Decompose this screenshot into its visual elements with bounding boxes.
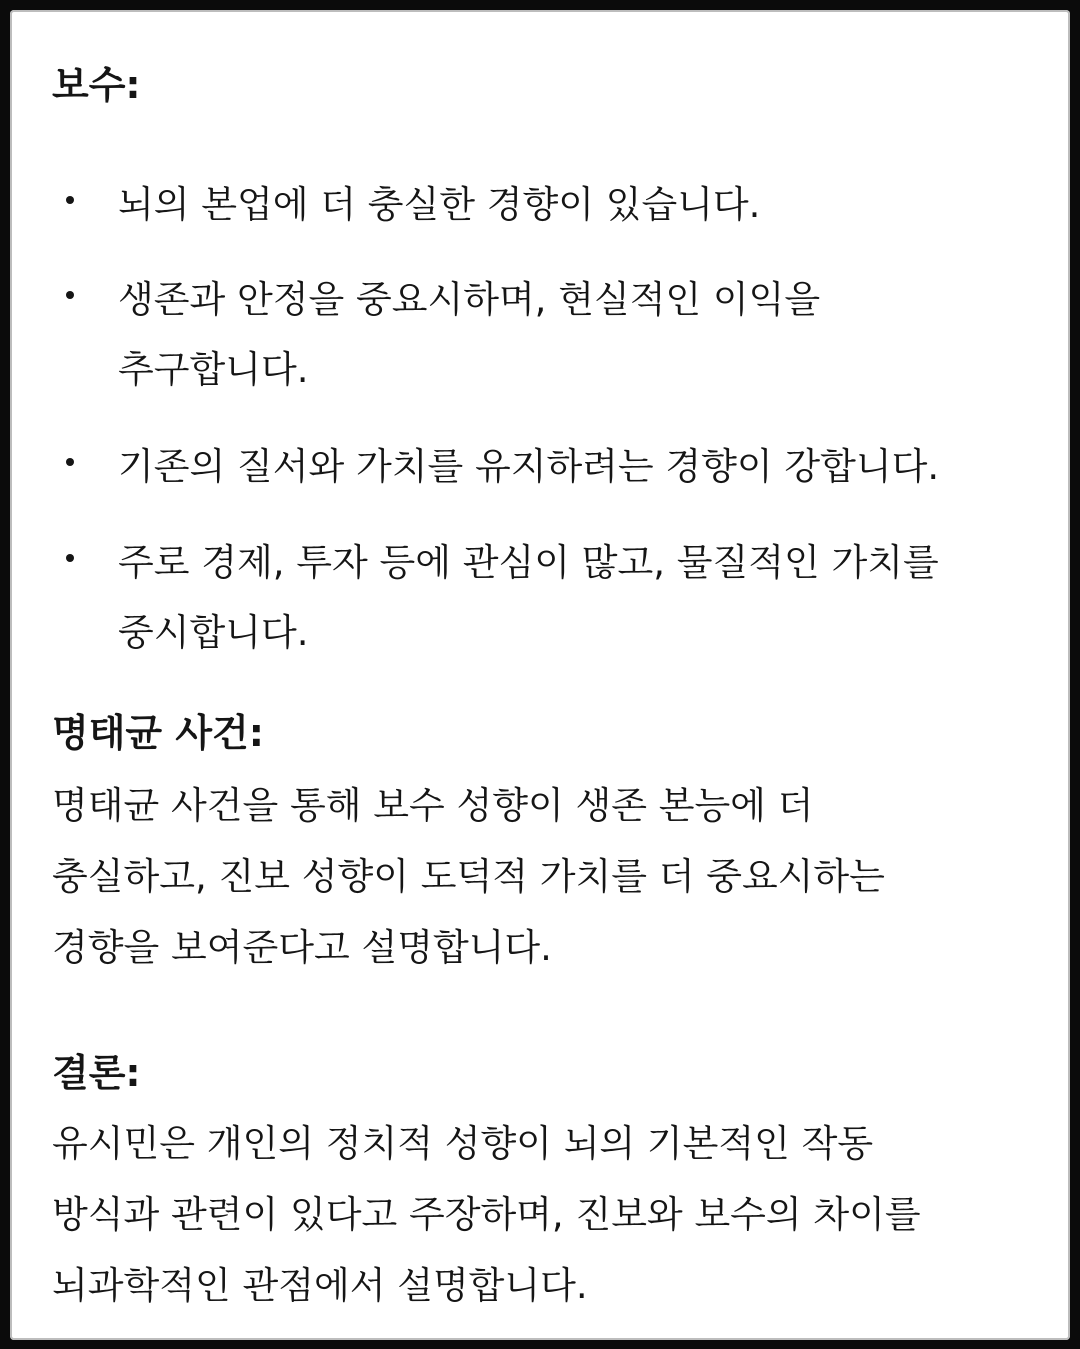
conclusion-paragraph: 유시민은 개인의 정치적 성향이 뇌의 기본적인 작동 방식과 관련이 있다고 주장하며, 진보와 보수의 차이를 뇌과학적인 관점에서 설명합니다. [52, 1122, 921, 1307]
bullet-text: 생존과 안정을 중요시하며, 현실적인 이익을 추구합니다. [118, 278, 821, 391]
heading-conservative: 보수: [52, 63, 141, 107]
document-card [10, 10, 1070, 1340]
bullet-text: 뇌의 본업에 더 충실한 경향이 있습니다. [118, 183, 761, 226]
bullet-dot [66, 554, 74, 562]
case-paragraph: 명태균 사건을 통해 보수 성향이 생존 본능에 더 충실하고, 진보 성향이 도덕적 가치를 더 중요시하는 경향을 보여준다고 설명합니다. [52, 784, 885, 969]
bullet-text: 기존의 질서와 가치를 유지하려는 경향이 강합니다. [118, 445, 940, 488]
bullet-dot [66, 458, 74, 466]
bullet-text: 주로 경제, 투자 등에 관심이 많고, 물질적인 가치를 중시합니다. [118, 541, 939, 654]
heading-case: 명태균 사건: [52, 711, 264, 755]
heading-conclusion: 결론: [52, 1051, 141, 1095]
bullet-dot [66, 291, 74, 299]
list-item [52, 170, 1052, 240]
list-item [52, 432, 1052, 502]
bullet-dot [66, 196, 74, 204]
list-item [52, 528, 1052, 668]
list-item [52, 265, 1052, 405]
